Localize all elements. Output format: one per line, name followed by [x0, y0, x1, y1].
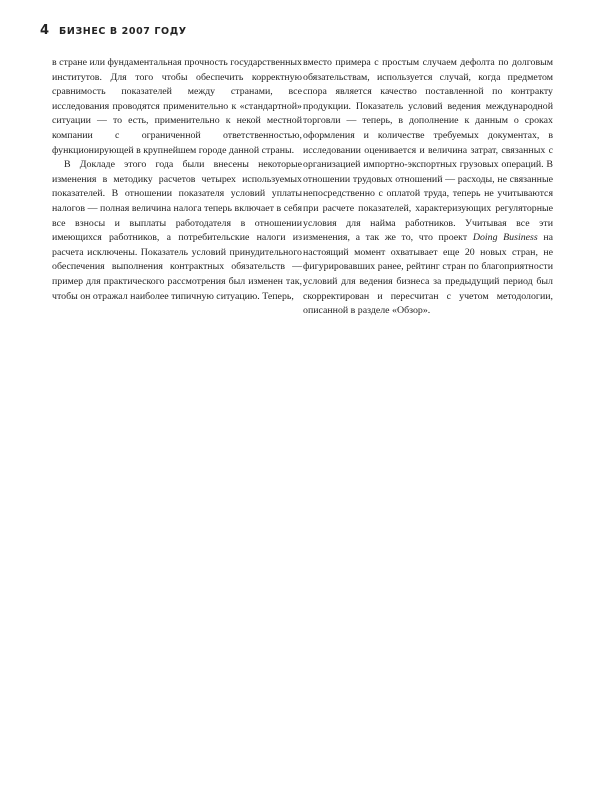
paragraph: В Докладе этого года были внесены некоторые изменения в методику расчетов четырех используемых показателей. В отношении показателя условий уплаты налогов — полная величина налога теперь включает в себя все взносы и выплаты работодателя в отношении имеющихся работников, а потребительские налоги из расчета исключены. Показатель условий принудительного обеспечения выполнения контрактных обязательств — пример для практического рассмотрения был изменен так, чтобы он отражал наиболее типичную ситуацию. Теперь,: [52, 159, 302, 302]
page-number: 4: [40, 23, 50, 38]
text-segment: вместо примера с простым случаем дефолта по долговым обязательствам, используется случай, когда предметом спора является качество поставленной по контракту продукции. Показатель условий ведения международной торговли — теперь, в дополнение к данным о сроках оформления и количестве требуемых документах, в исследовании оценивается и величина затрат, связанных с организацией импортно-экспортных грузовых операций. В отношении трудовых отношений — расходы, не связанные непосредственно с оплатой труда, теперь не учитываются при расчете показателей, характеризующих регуляторные условия для найма работников. Учитывая все эти изменения, а так же то, что проект: [303, 57, 553, 244]
paragraph: [303, 56, 553, 319]
right-column: [303, 56, 553, 319]
left-column: [52, 56, 302, 304]
italic-title: Doing Business: [472, 232, 538, 244]
page-header: [40, 23, 187, 38]
running-head: БИЗНЕС В 2007 ГОДУ: [59, 26, 187, 37]
text-segment: на настоящий момент охватывает еще 20 новых стран, не фигурировавших ранее, рейтинг стран по благоприятности условий для ведения бизнеса за предыдущий период был скорректирован и пересчитан с учетом методологии, описанной в разделе «Обзор».: [303, 232, 554, 317]
paragraph: в стране или фундаментальная прочность государственных институтов. Для того чтобы обеспечить корректную сравнимость показателей между странами, все исследования проводятся применительно к «стандартной» ситуации — то есть, применительно к некой местной компании с ограниченной ответственностью, функционирующей в крупнейшем городе данной страны.: [52, 57, 302, 156]
